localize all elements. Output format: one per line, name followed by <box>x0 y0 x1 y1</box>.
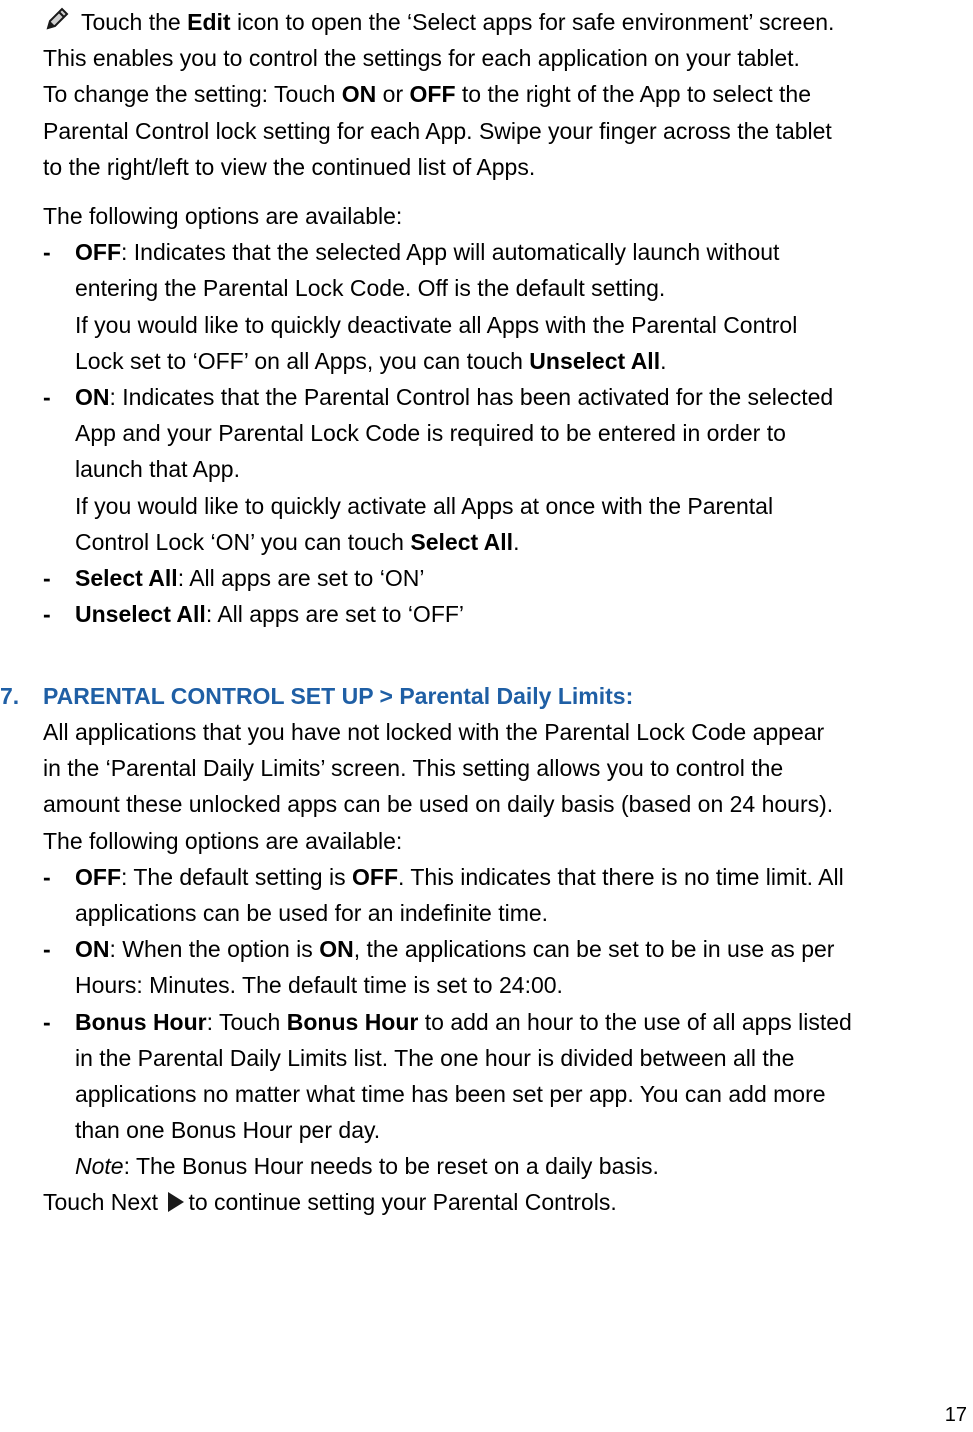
options-intro: The following options are available: <box>43 203 403 229</box>
option-unselect-all: - Unselect All: All apps are set to ‘OFF’ <box>43 601 465 628</box>
section-heading <box>0 678 633 714</box>
next-instruction: Touch Next to continue setting your Parental Controls. <box>43 1189 617 1216</box>
limit-option-off: - OFF: The default setting is OFF. This indicates that there is no time limit. All applications can be used for an indefinite time. <box>43 863 844 926</box>
edit-instructions: Touch the Edit icon to open the ‘Select apps for safe environment’ screen. This enables you to control the settings for each application on your tablet. To change the setting: Touch ON or OFF to the right of the App to select the Parental Control lock setting for each App. Swipe your finger across the tablet to the right/left to view the continued list of Apps. <box>43 4 967 185</box>
limit-option-on: - ON: When the option is ON, the applications can be set to be in use as per Hours: Minutes. The default time is set to 24:00. <box>43 936 835 999</box>
daily-limits-body: All applications that you have not locked with the Parental Lock Code appear in the ‘Parental Daily Limits’ screen. This setting allows you to control the amount these unlocked apps can be used on daily basis (based on 24 hours). The following options are available: - OFF: The default setting is OFF. This indicates that there is no time limit. All applications can be used for an indefinite time. - ON: When the option is ON, the applications can be set to be in use as per Hours: Minutes. The default time is set to 24:00. - Bonus Hour: Touch Bonus Hour to add an hour to the use of all apps listed in the Parental Daily Limits list. The one hour is divided between all the applications no matter what time has been set per app. You can add more than one Bonus Hour per day. Note: The Bonus Hour needs to be reset on a daily basis. Touch Next to continue setting your Parental Controls. <box>43 714 967 1221</box>
limit-option-bonus-hour: - Bonus Hour: Touch Bonus Hour to add an hour to the use of all apps listed in the Parental Daily Limits list. The one hour is divided between all the applications no matter what time has been set per app. You can add more than one Bonus Hour per day. Note: The Bonus Hour needs to be reset on a daily basis. <box>43 1004 967 1185</box>
edit-line: Touch the Edit icon to open the ‘Select apps for safe environment’ screen. <box>43 4 967 40</box>
section-number: 7. <box>0 683 20 709</box>
options-list <box>43 198 967 632</box>
next-arrow-icon <box>168 1192 184 1212</box>
page-number: 17 <box>944 1404 967 1426</box>
option-on: - ON: Indicates that the Parental Control has been activated for the selected App and your Parental Lock Code is required to be entered in order to launch that App. If you would like to quickly activate all Apps at once with the Parental Control Lock ‘ON’ you can touch Select All. <box>43 383 834 555</box>
option-off: - OFF: Indicates that the selected App will automatically launch without entering the Parental Lock Code. Off is the default setting. If you would like to quickly deactivate all Apps with the Parental Control Lock set to ‘OFF’ on all Apps, you can touch Unselect All. <box>43 239 798 374</box>
section-title: PARENTAL CONTROL SET UP > Parental Daily Limits: <box>43 683 634 709</box>
bonus-note: Note: The Bonus Hour needs to be reset on a daily basis. <box>75 1153 659 1180</box>
pencil-icon <box>43 5 71 33</box>
option-select-all: - Select All: All apps are set to ‘ON’ <box>43 564 425 591</box>
